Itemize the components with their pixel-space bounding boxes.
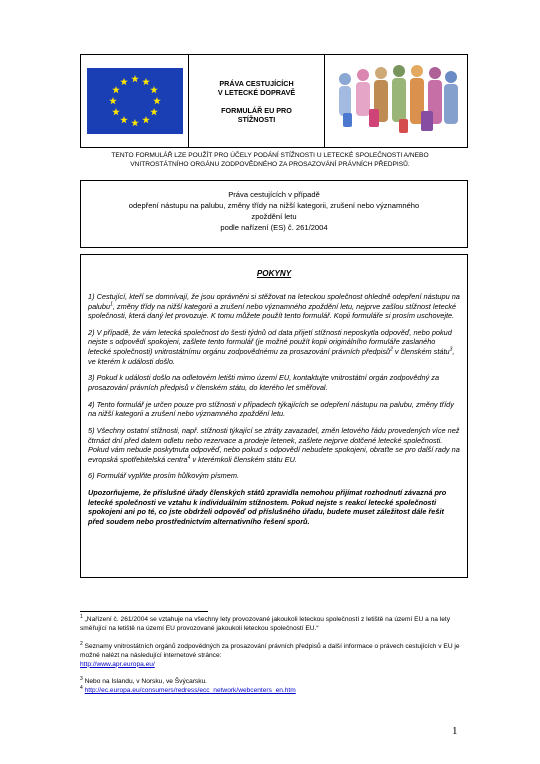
instruction-1: 1) Cestující, kteří se domnívají, že jsou oprávněni si stěžovat na leteckou společnost ohledně odepření nástupu na palubu$^1$, změny třídy na nižší kategorii a zrušení nebo významného zpoždění letu, nejprve zašlou stížnost letecké společnosti, která daný let provozuje. K tomu můžete použít tento formulář. Kopii formuláře si prosím uschovejte. <box>88 291 460 321</box>
illustration-cell <box>325 55 467 147</box>
title-line-3: FORMULÁŘ EU PRO <box>221 105 292 115</box>
title-line-2: V LETECKÉ DOPRAVĚ <box>217 87 296 97</box>
warning-text: Upozorňujeme, že příslušné úřady členských států zpravidla nemohou přijímat rozhodnutí závazná pro letecké společnosti ve vztahu k individuálním stížnostem. Pokud nejste s reakcí letecké společnosti spokojeni ani po té, co jste obdrželi odpověď od příslušného úřadu, budete muset záležitost dále řešit před soudem nebo prostřednictvím alternativního řešení sporů. <box>88 487 447 527</box>
title-line-4: STÍŽNOSTI <box>237 114 276 124</box>
intro-text <box>70 152 470 169</box>
instruction-4: 4) Tento formulář je určen pouze pro stížnosti v případech týkajících se odepření nástupu na palubu, změny třídy na nižší kategorii a zrušení nebo významného zpoždění letu. <box>88 399 454 419</box>
ecc-network-link[interactable]: http://ec.europa.eu/consumers/redress/ecc_network/webcenters_en.htm <box>84 687 296 694</box>
rights-line-3: zpoždění letu <box>251 212 297 221</box>
header-table <box>80 54 468 148</box>
footnote-3: $^3$ Nebo na Islandu, v Norsku, ve Švýcarsku. <box>80 675 208 685</box>
footnote-4: $^4$ http://ec.europa.eu/consumers/redress/ecc_network/webcenters_en.htm <box>80 684 296 694</box>
instructions-heading: POKYNY <box>256 269 292 278</box>
intro-line-2: VNITROSTÁTNÍHO ORGÁNU ZODPOVĚDNÉHO ZA PROSAZOVÁNÍ PRÁVNÍCH PŘEDPISŮ. <box>130 160 410 168</box>
page-number: 1 <box>452 725 458 737</box>
title-line-1: PRÁVA CESTUJÍCÍCH <box>219 78 294 88</box>
instruction-6: 6) Formulář vyplňte prosím hůlkovým písmem. <box>88 471 239 481</box>
travellers-illustration <box>329 61 463 141</box>
footnote-2: $^2$ Seznamy vnitrostátních orgánů zodpovědných za prosazování právních předpisů a další informace o právech cestujících v EU je možné nalézt na následující internetové stránce: http://www.apr.europa.eu/ <box>80 640 460 668</box>
apr-link[interactable]: http://www.apr.europa.eu/ <box>80 660 155 668</box>
rights-line-2: odepření nástupu na palubu, změny třídy na nižší kategorii, zrušení nebo významného <box>128 201 420 210</box>
footnote-1: $^1$ „Nařízení č. 261/2004 se vztahuje na všechny lety provozované jakoukoli leteckou společností z letiště na území EU a na lety směřující na letiště na území EU provozované jakoukoli leteckou společností EU.“ <box>80 613 451 632</box>
instruction-5: 5) Všechny ostatní stížnosti, např. stížnosti týkající se ztráty zavazadel, změn letového řádu provedených více než čtrnáct dní před datem odletu nebo rezervace a prodeje letenek, zašlete nejprve dotčené letecké společnosti. Pokud vám nebude poskytnuta odpověď, nebo pokud s odpovědí nebudete spokojeni, obraťte se pro další rady na evropská spotřebitelská centra$^4$ v kterémkoli členském státu EU. <box>88 425 460 464</box>
instruction-3: 3) Pokud k události došlo na odletovém letišti mimo území EU, kontaktujte vnitrostátní orgán zodpovědný za prosazování právních předpisů v členském státu, do kterého let směřoval. <box>88 373 440 393</box>
instruction-2: 2) V případě, že vám letecká společnost do šesti týdnů od data přijetí stížnosti neposkytla odpověď, nebo pokud nejste s odpovědí spokojeni, zašlete tento formulář (je možné použít kopii originálního formuláře zaslaného letecké společnosti) vnitrostátnímu orgánu zodpovědnému za prosazování právních předpisů$^2$ v členském státu$^3$, ve kterém k události došlo. <box>88 327 455 366</box>
footnote-divider <box>80 611 208 612</box>
instructions-box <box>80 254 468 578</box>
intro-line-1: TENTO FORMULÁŘ LZE POUŽÍT PRO ÚČELY PODÁNÍ STÍŽNOSTI U LETECKÉ SPOLEČNOSTI A/NEBO <box>111 152 429 159</box>
rights-line-1: Práva cestujících v případě <box>228 190 320 199</box>
rights-box <box>80 180 468 248</box>
rights-line-4: podle nařízení (ES) č. 261/2004 <box>220 223 328 232</box>
eu-flag-icon <box>87 68 183 134</box>
form-title <box>189 55 325 147</box>
flag-cell <box>81 55 189 147</box>
